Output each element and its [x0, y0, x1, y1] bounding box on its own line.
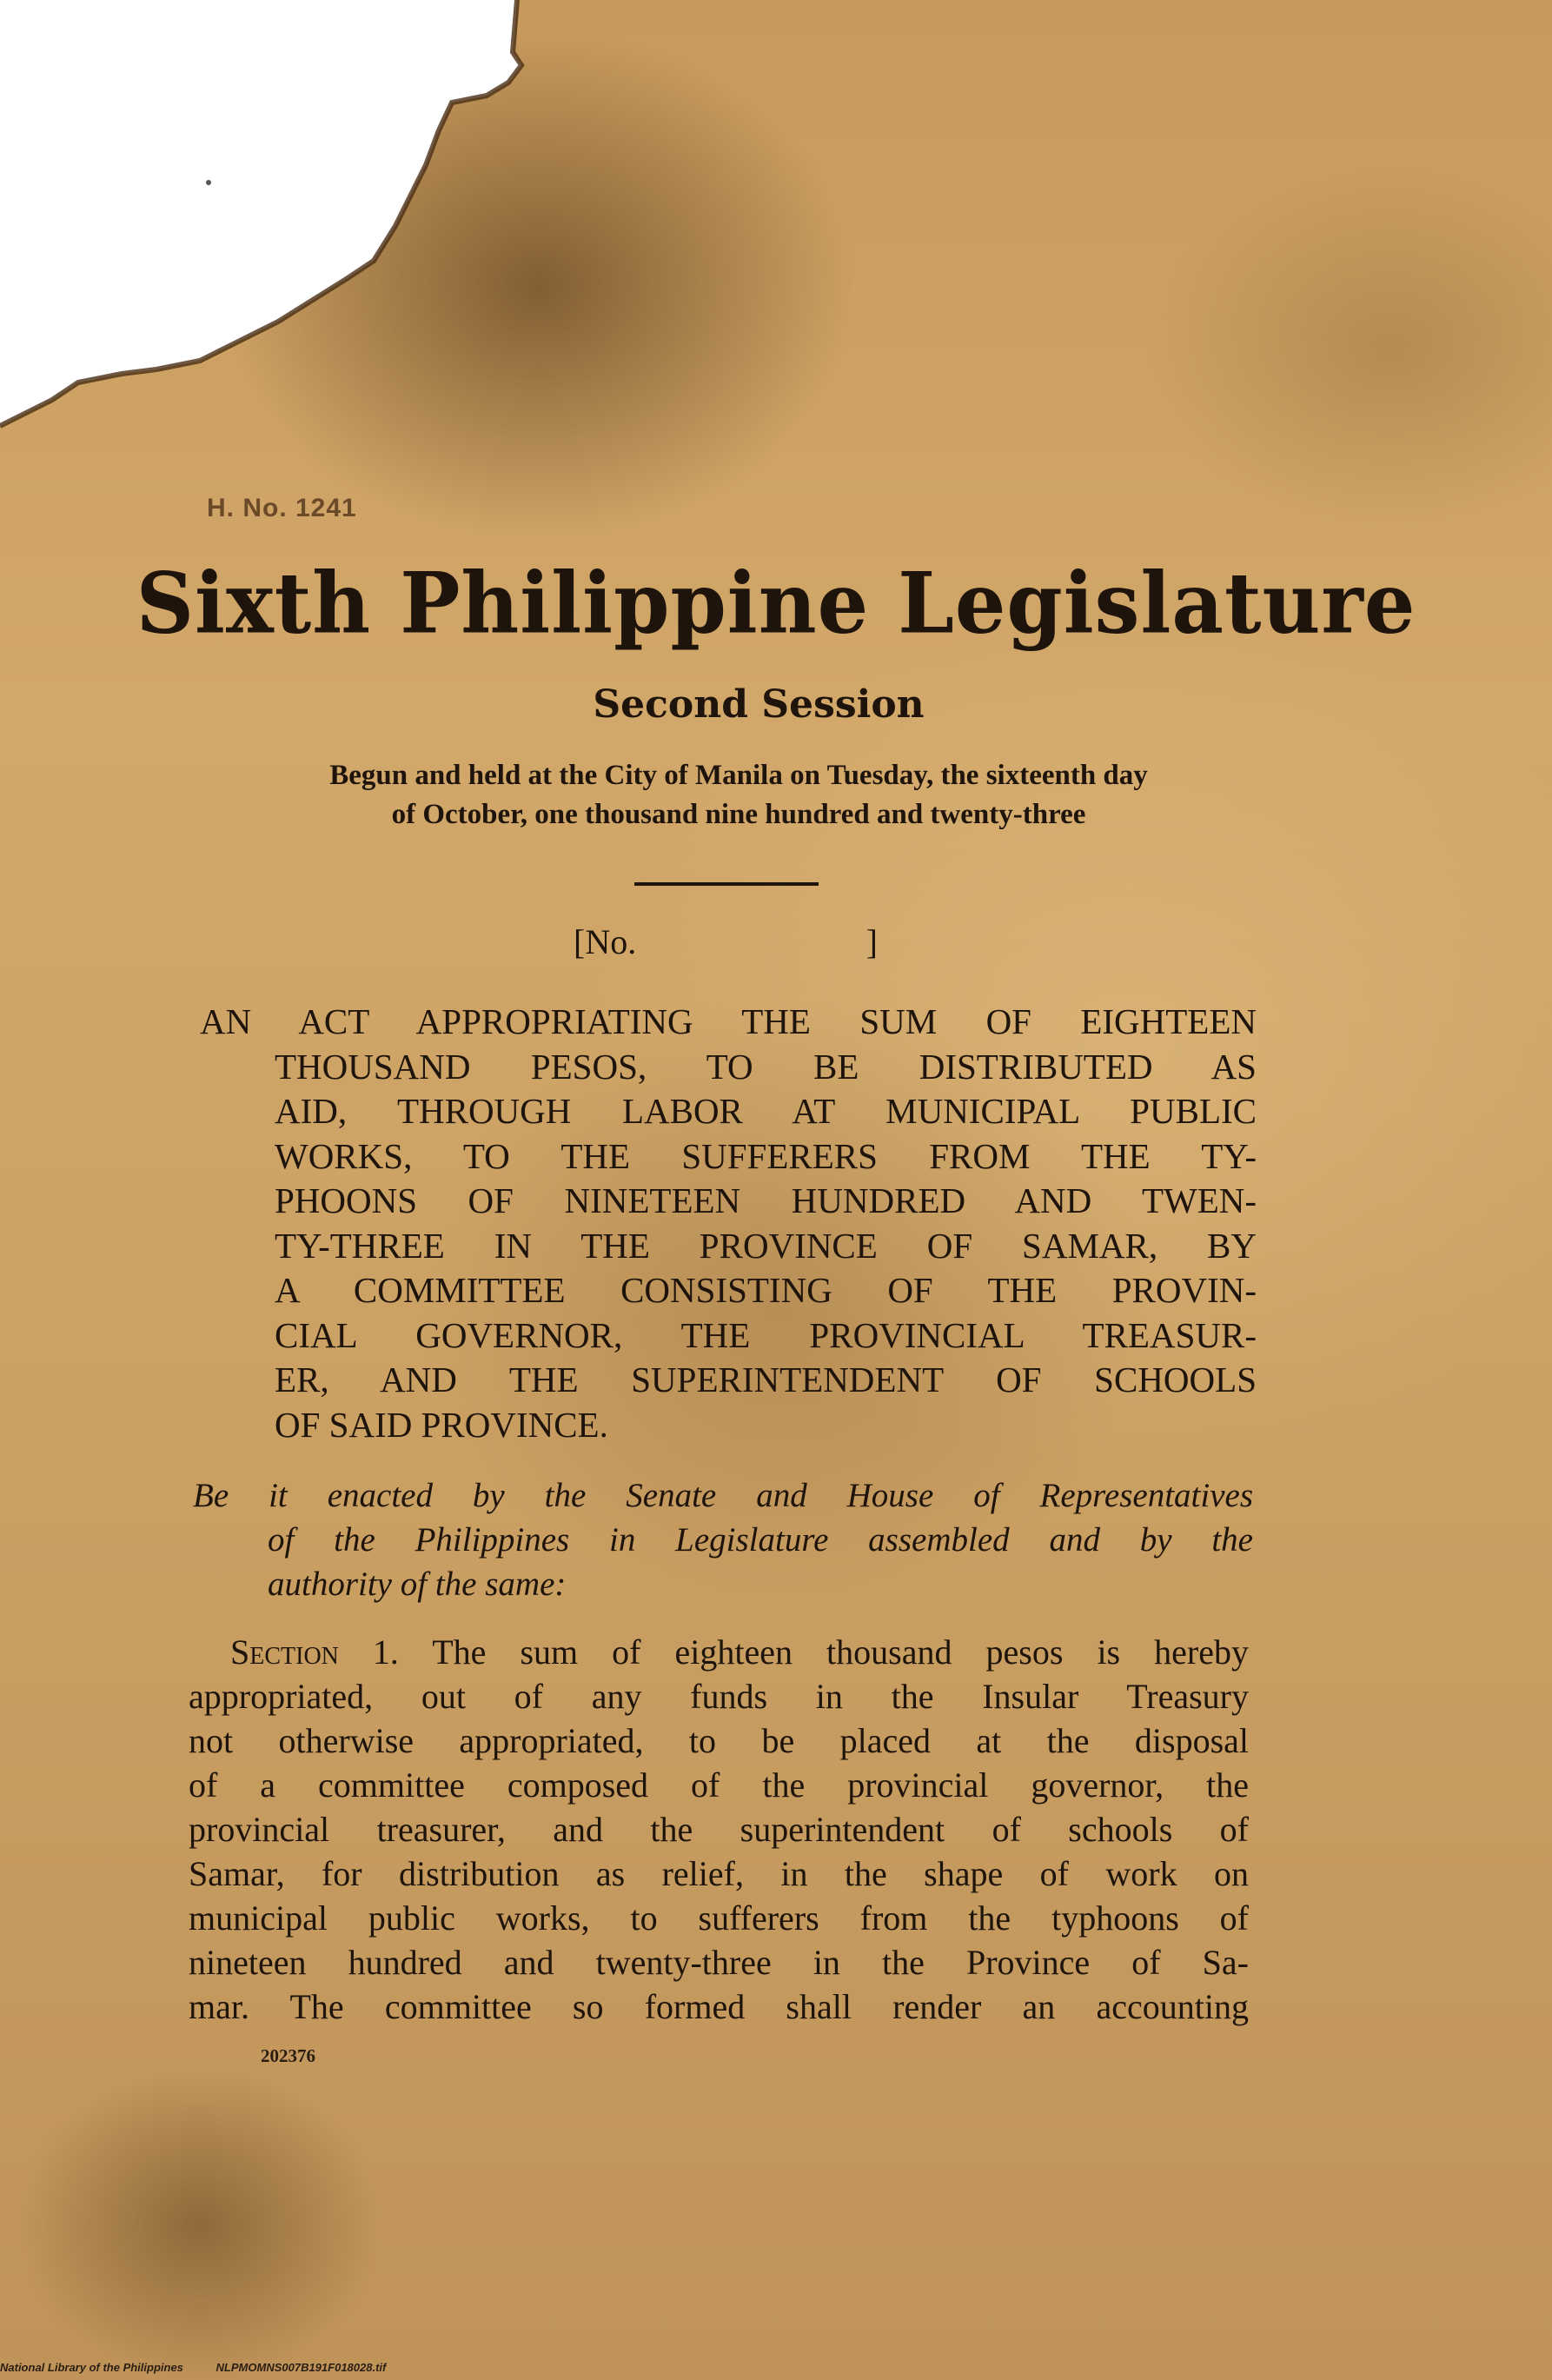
legislature-title: Sixth Philippine Legislature [136, 554, 1416, 653]
scan-footer [0, 2361, 415, 2374]
act-title-line: TY-THREE IN THE PROVINCE OF SAMAR, BY [275, 1225, 1257, 1266]
section-line: of a committee composed of the provincial governor, the [189, 1765, 1249, 1805]
section-line: appropriated, out of any funds in the Insular Treasury [189, 1677, 1249, 1716]
begun-statement [200, 756, 1277, 834]
act-number-close: ] [866, 922, 878, 961]
enacting-clause [193, 1473, 1253, 1606]
section-line: not otherwise appropriated, to be placed at the disposal [189, 1721, 1249, 1760]
act-title-line: WORKS, TO THE SUFFERERS FROM THE TY- [275, 1135, 1257, 1176]
footer-library: National Library of the Philippines [0, 2361, 183, 2374]
act-number [574, 921, 878, 962]
enacting-line: authority of the same: [268, 1566, 567, 1603]
section-line: municipal public works, to sufferers from the typhoons of [189, 1898, 1249, 1938]
section-first-line-text: The sum of eighteen thousand pesos is hereby [432, 1632, 1249, 1672]
footer-file-id: NLPMOMNS007B191F018028.tif [216, 2361, 387, 2374]
speck-icon [206, 180, 211, 185]
act-title-line: CIAL GOVERNOR, THE PROVINCIAL TREASUR- [275, 1314, 1257, 1355]
act-title-line: PHOONS OF NINETEEN HUNDRED AND TWEN- [275, 1180, 1257, 1220]
act-title-line: AID, THROUGH LABOR AT MUNICIPAL PUBLIC [275, 1091, 1257, 1131]
section-line: mar. The committee so formed shall render an accounting [189, 1987, 1249, 2026]
divider-rule [634, 882, 819, 886]
act-title-line: ER, AND THE SUPERINTENDENT OF SCHOOLS [275, 1360, 1257, 1399]
section-line: nineteen hundred and twenty-three in the Province of Sa- [189, 1943, 1249, 1982]
section-first-line [189, 1630, 1249, 1674]
section-heading: Section 1. [230, 1632, 399, 1672]
section-line: provincial treasurer, and the superintendent of schools of [189, 1810, 1249, 1849]
act-title-line: THOUSAND PESOS, TO BE DISTRIBUTED AS [275, 1046, 1257, 1087]
act-number-open: [No. [574, 922, 637, 961]
act-title-line: OF SAID PROVINCE. [275, 1404, 608, 1445]
act-title-line: AN ACT APPROPRIATING THE SUM OF EIGHTEEN [200, 1001, 1257, 1041]
session-title: Second Session [593, 682, 925, 727]
enacting-line: of the Philippines in Legislature assembled and by the [268, 1521, 1253, 1559]
torn-corner [0, 0, 608, 487]
sheet-code: 202376 [261, 2045, 315, 2066]
begun-line: of October, one thousand nine hundred and twenty-three [391, 799, 1086, 830]
bill-number: H. No. 1241 [207, 494, 357, 522]
act-title-line: A COMMITTEE CONSISTING OF THE PROVIN- [275, 1270, 1257, 1310]
section-1 [189, 1630, 1249, 2029]
act-title [200, 1000, 1257, 1447]
enacting-line: Be it enacted by the Senate and House of Representatives [193, 1477, 1253, 1514]
begun-line: Begun and held at the City of Manila on Tuesday, the sixteenth day [329, 760, 1148, 791]
section-line: Samar, for distribution as relief, in the shape of work on [189, 1854, 1249, 1893]
